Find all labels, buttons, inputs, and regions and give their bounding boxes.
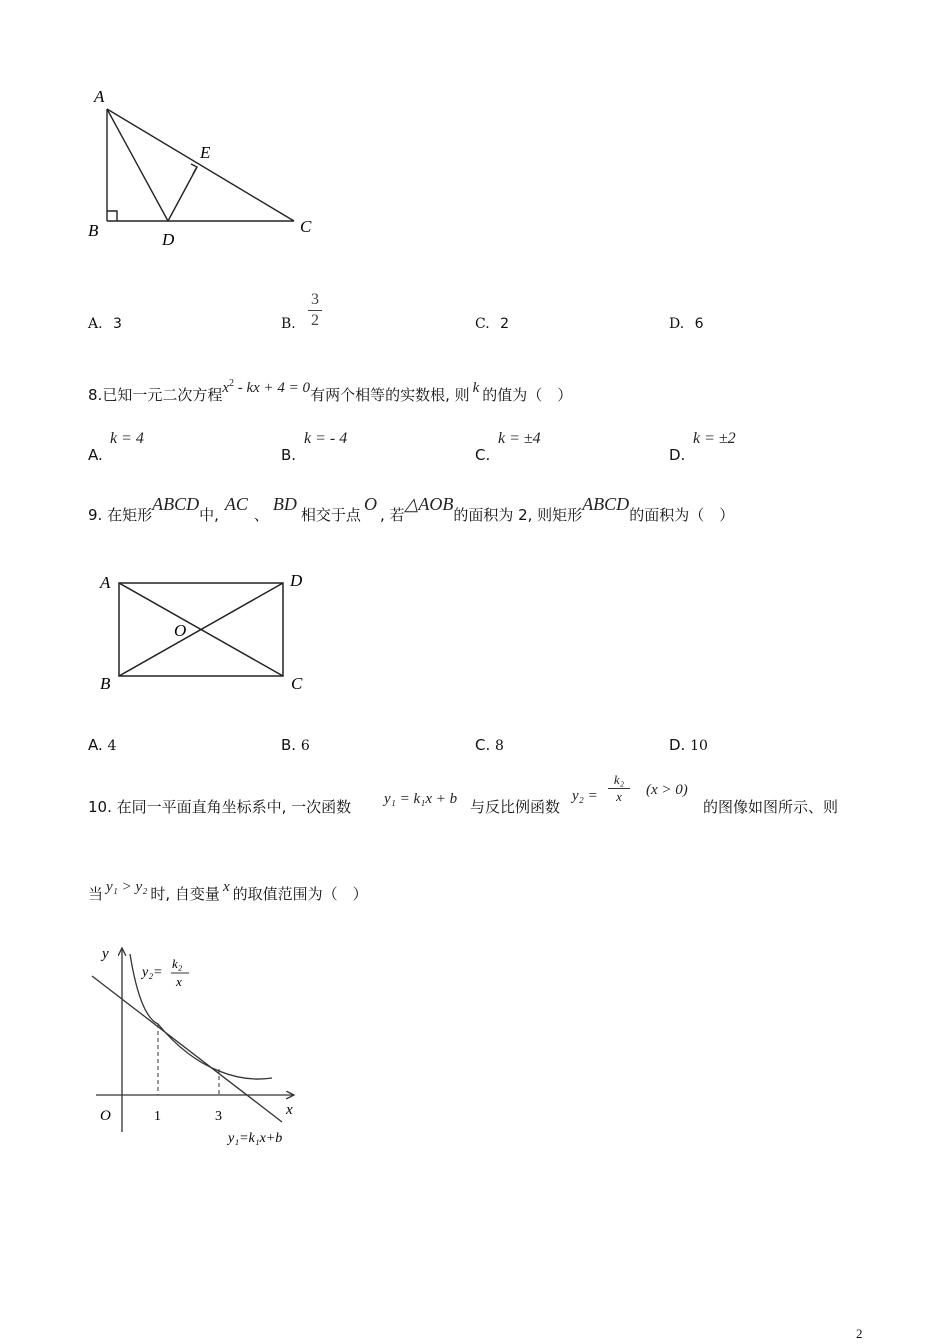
q7-option-b: B. (281, 316, 296, 332)
label-E: E (200, 143, 211, 162)
q8-option-c: C. (475, 446, 491, 464)
label-A: A (100, 573, 111, 592)
label-D: D (290, 571, 303, 590)
q7-option-a: A. 3 (88, 316, 122, 332)
q10-inverse-function-left: y₂ = (572, 788, 598, 804)
triangle-figure (80, 80, 340, 250)
q10-inverse-function-fraction: k₂ x (608, 772, 630, 805)
q10-stem-end: 的图像如图所示、则 (703, 798, 839, 816)
q10-stem-mid: 与反比例函数 (470, 798, 561, 816)
q10-stem-line1: 10. 在同一平面直角坐标系中, 一次函数 (88, 798, 352, 816)
curve-label-numerator: k₂ (172, 956, 183, 971)
y-axis-label: y (102, 946, 109, 962)
curve-label-denominator: x (176, 974, 182, 989)
q10-stem-line2: 当 y₁ > y₂ 时, 自变量 x 的取值范围为（ ） (88, 879, 368, 903)
tick-3-label: 3 (215, 1109, 222, 1124)
q9-option-a: A. 4 (88, 736, 117, 754)
label-C: C (300, 217, 312, 236)
q9-option-d: D. 10 (669, 736, 708, 754)
rectangle-figure (90, 566, 320, 696)
q8-option-b-value: k = - 4 (304, 430, 348, 447)
q9-option-b: B. 6 (281, 736, 310, 754)
function-graph (86, 936, 316, 1151)
q8-stem: 8.已知一元二次方程$x^2$ - kx + 4 = 0有两个相等的实数根, 则 k 的值为（ ） (88, 378, 573, 404)
label-B: B (100, 674, 111, 693)
q8-option-c-value: k = ±4 (498, 430, 541, 447)
q8-option-d-value: k = ±2 (693, 430, 736, 447)
label-C: C (291, 674, 303, 693)
q8-option-a-value: k = 4 (110, 430, 144, 447)
q10-linear-function: y₁ = k₁x + b (384, 791, 458, 807)
q7-option-b-fraction: 3 2 (306, 291, 324, 330)
curve-label: y₂= (142, 965, 163, 980)
label-O: O (174, 621, 187, 640)
origin-label: O (100, 1108, 111, 1124)
q8-option-b: B. (281, 446, 297, 464)
q8-option-d: D. (669, 446, 686, 464)
tick-1-label: 1 (154, 1109, 161, 1124)
label-D: D (162, 230, 175, 249)
q7-option-c: C. 2 (475, 316, 510, 332)
x-axis-label: x (286, 1102, 293, 1118)
q9-option-c: C. 8 (475, 736, 504, 754)
label-B: B (88, 221, 99, 240)
q10-domain-condition: (x > 0) (646, 782, 688, 798)
q8-option-a: A. (88, 446, 103, 464)
line-label: y₁=k₁x+b (228, 1131, 283, 1146)
q9-stem: 9. 在矩形ABCD中,AC、BD相交于点O, 若△AOB的面积为 2, 则矩形ABCD的面积为（ ） (88, 494, 735, 524)
q7-option-d: D. 6 (669, 316, 704, 332)
page-number: 2 (856, 1326, 863, 1341)
label-A: A (94, 87, 105, 106)
